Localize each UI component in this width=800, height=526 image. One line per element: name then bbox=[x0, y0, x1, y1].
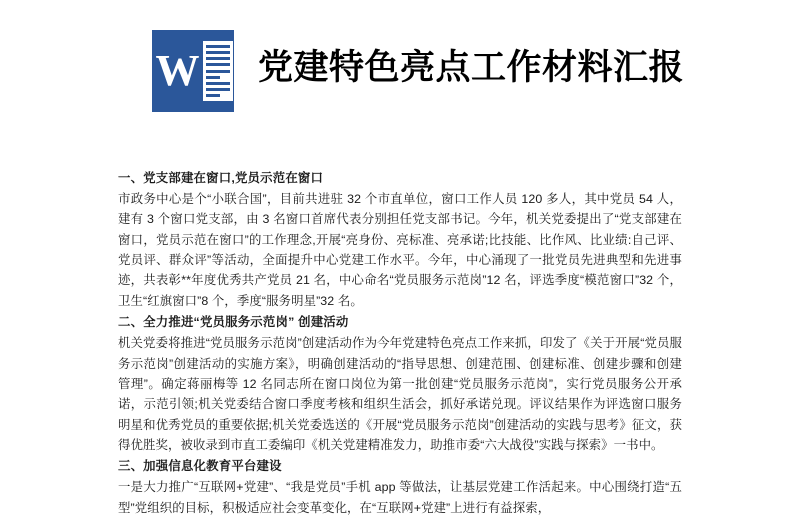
word-icon-lines bbox=[203, 41, 233, 101]
section-paragraph-1: 市政务中心是个“小联合国”，目前共进驻 32 个市直单位，窗口工作人员 120 多人，其中党员 54 人，建有 3 个窗口党支部，由 3 名窗口首席代表分别担任党支部书记。今年，机关党委提出了“党支部建在窗口，党员示范在窗口”的工作理念,开展“亮身份、亮标准、亮承诺;比技能、比作风、比业绩:自己评、党员评、群众评”等活动，全面提升中心党建工作水平。今年，中心涌现了一批党员先进典型和先进事迹，共表彰**年度优秀共产党员 21 名，中心命名“党员服务示范岗”12 名，评选季度“模范窗口”32 个，卫生“红旗窗口”8 个，季度“服务明星”32 名。 bbox=[118, 192, 682, 308]
section-heading-1: 一、党支部建在窗口,党员示范在窗口 bbox=[118, 171, 324, 185]
section-paragraph-3: 一是大力推广“互联网+党建”、“我是党员”手机 app 等做法，让基层党建工作活起来。中心围绕打造“五型”党组织的目标，积极适应社会变革变化，在“互联网+党建”上进行有益探索， bbox=[118, 480, 682, 515]
section-heading-3: 三、加强信息化教育平台建设 bbox=[118, 459, 282, 474]
document-body bbox=[0, 168, 800, 519]
section-paragraph-2: 机关党委将推进“党员服务示范岗”创建活动作为今年党建特色亮点工作来抓，印发了《关于开展“党员服务示范岗”创建活动的实施方案》，明确创建活动的“指导思想、创建范围、创建标准、创建步骤和创建管理”。确定蒋丽梅等 12 名同志所在窗口岗位为第一批创建“党员服务示范岗”，实行党员服务公开承诺，示范引领;机关党委结合窗口季度考核和组织生活会，抓好承诺兑现。评议结果作为评选窗口服务明星和优秀党员的重要依据;机关党委选送的《开展“党员服务示范岗”创建活动的实践与思考》征文，获得优胜奖，被收录到市直工委编印《机关党建精准发力，助推市委“六大战役”实践与探索》一书中。 bbox=[118, 336, 682, 452]
page-title: 党建特色亮点工作材料汇报 bbox=[258, 48, 685, 88]
word-icon-letter: W bbox=[155, 46, 200, 95]
section-heading-2: 二、全力推进“党员服务示范岗” 创建活动 bbox=[118, 315, 349, 330]
word-document-icon bbox=[152, 30, 234, 112]
